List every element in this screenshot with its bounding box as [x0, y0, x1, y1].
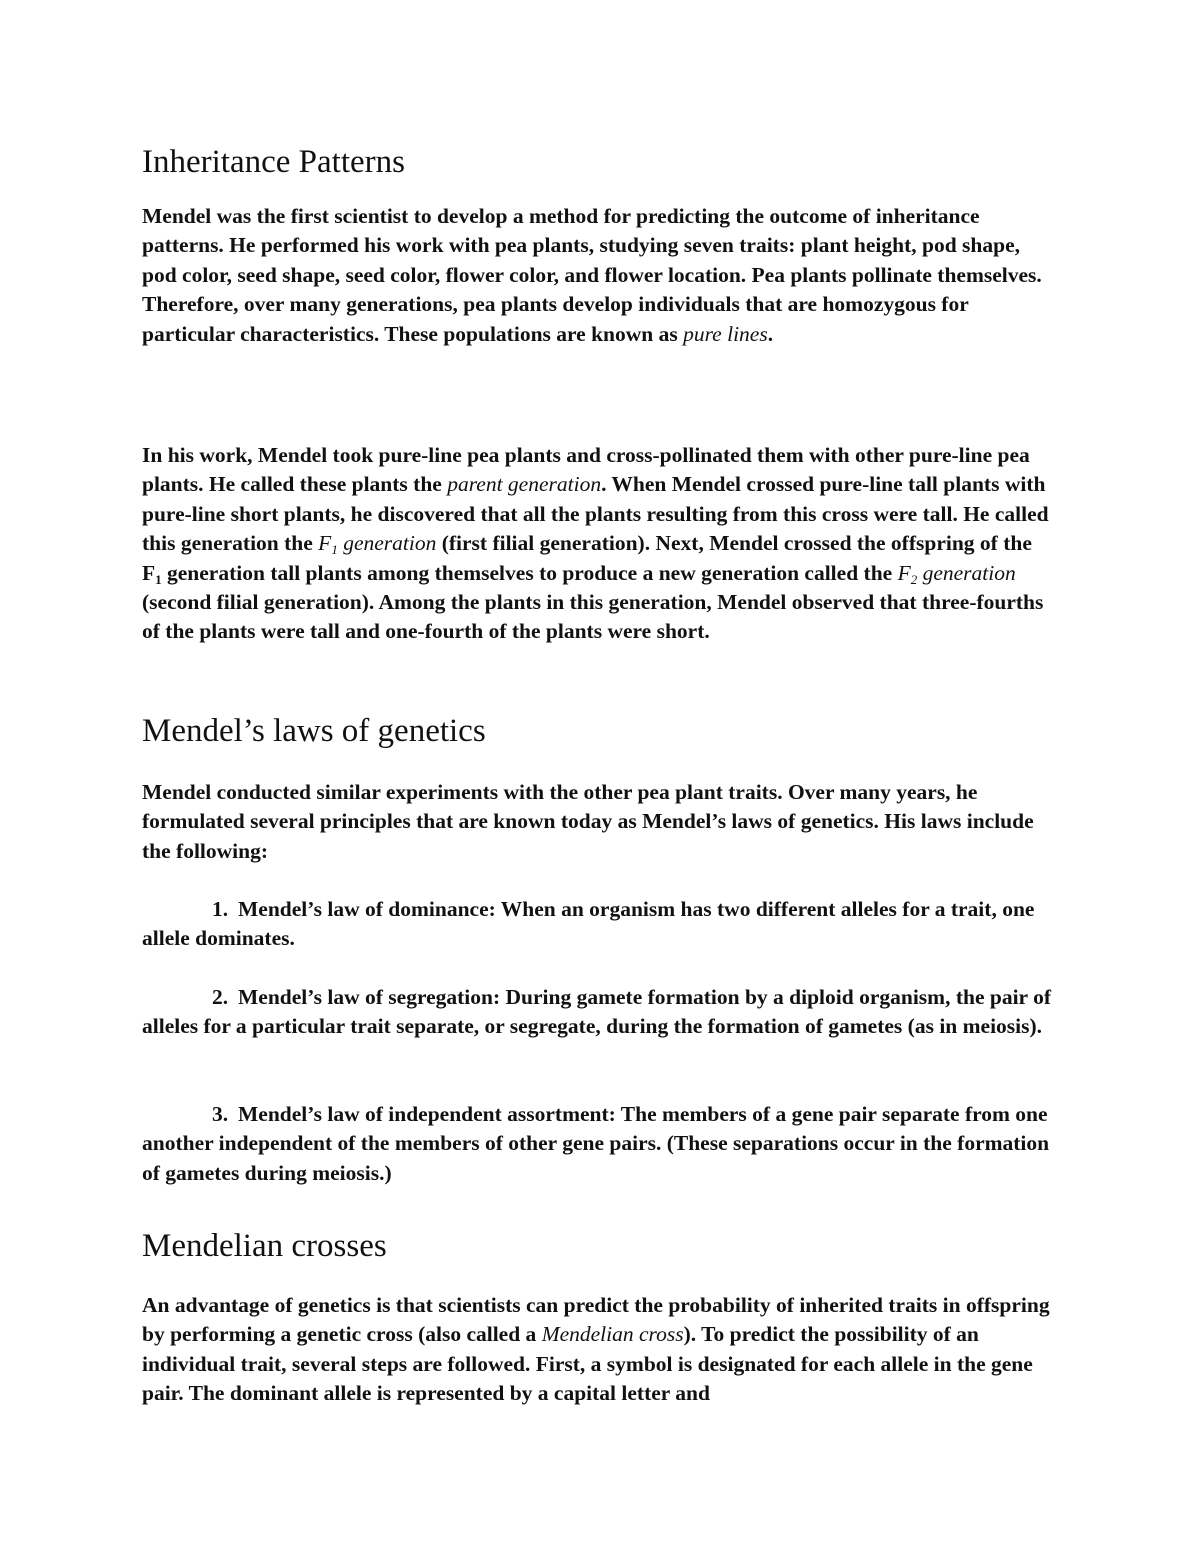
term-f2-generation: $F_2$ generation: [897, 560, 1016, 587]
paragraph-laws-intro: Mendel conducted similar experiments with the other pea plant traits. Over many years, he formulated several principles that are known today as Mendel’s laws of genetics. His laws include the following:: [142, 780, 1034, 863]
paragraph-generations: In his work, Mendel took pure-line pea plants and cross-pollinated them with other pure-line pea plants. He called these plants the parent generation. When Mendel crossed pure-line tall plants with pure-line short plants, he discovered that all the plants resulting from this cross were tall. He called this generation the $F_1$ generation (first filial generation). Next, Mendel crossed the offspring of the $F_1$ generation tall plants among themselves to produce a new generation called the $F_2$ generation (second filial generation). Among the plants in this generation, Mendel observed that three-fourths of the plants were tall and one-fourth of the plants were short.: [142, 443, 1049, 644]
heading-mendelian-crosses: Mendelian crosses: [142, 1228, 387, 1264]
list-item-law-segregation: 2. Mendel’s law of segregation: During gamete formation by a diploid organism, the pair of alleles for a particular trait separate, or segregate, during the formation of gametes (as in meiosis).: [142, 985, 1051, 1039]
paragraph-mendel-method: Mendel was the first scientist to develop a method for predicting the outcome of inheritance patterns. He performed his work with pea plants, studying seven traits: plant height, pod shape, pod color, seed shape, seed color, flower color, and flower location. Pea plants pollinate themselves. Therefore, over many generations, pea plants develop individuals that are homozygous for particular characteristics. These populations are known as pure lines.: [142, 204, 1042, 346]
term-parent-generation: parent generation: [447, 472, 602, 497]
term-mendelian-cross: Mendelian cross: [541, 1322, 684, 1347]
list-item-law-independent-assortment: 3. Mendel’s law of independent assortment: The members of a gene pair separate from one another independent of the members of other gene pairs. (These separations occur in the formation of gametes during meiosis.): [142, 1102, 1050, 1185]
list-number: 3.: [212, 1102, 229, 1126]
heading-mendels-laws: Mendel’s laws of genetics: [142, 713, 486, 749]
paragraph-mendelian-cross: An advantage of genetics is that scientists can predict the probability of inherited traits in offspring by performing a genetic cross (also called a Mendelian cross). To predict the possibility of an individual trait, several steps are followed. First, a symbol is designated for each allele in the gene pair. The dominant allele is represented by a capital letter and: [142, 1293, 1050, 1406]
list-number: 2.: [212, 985, 229, 1009]
term-f1-generation: $F_1$ generation: [318, 531, 437, 558]
term-pure-lines: pure lines: [683, 321, 768, 346]
heading-inheritance-patterns: Inheritance Patterns: [142, 144, 405, 180]
list-number: 1.: [212, 897, 229, 921]
list-item-law-dominance: 1. Mendel’s law of dominance: When an organism has two different alleles for a trait, one allele dominates.: [142, 897, 1035, 951]
